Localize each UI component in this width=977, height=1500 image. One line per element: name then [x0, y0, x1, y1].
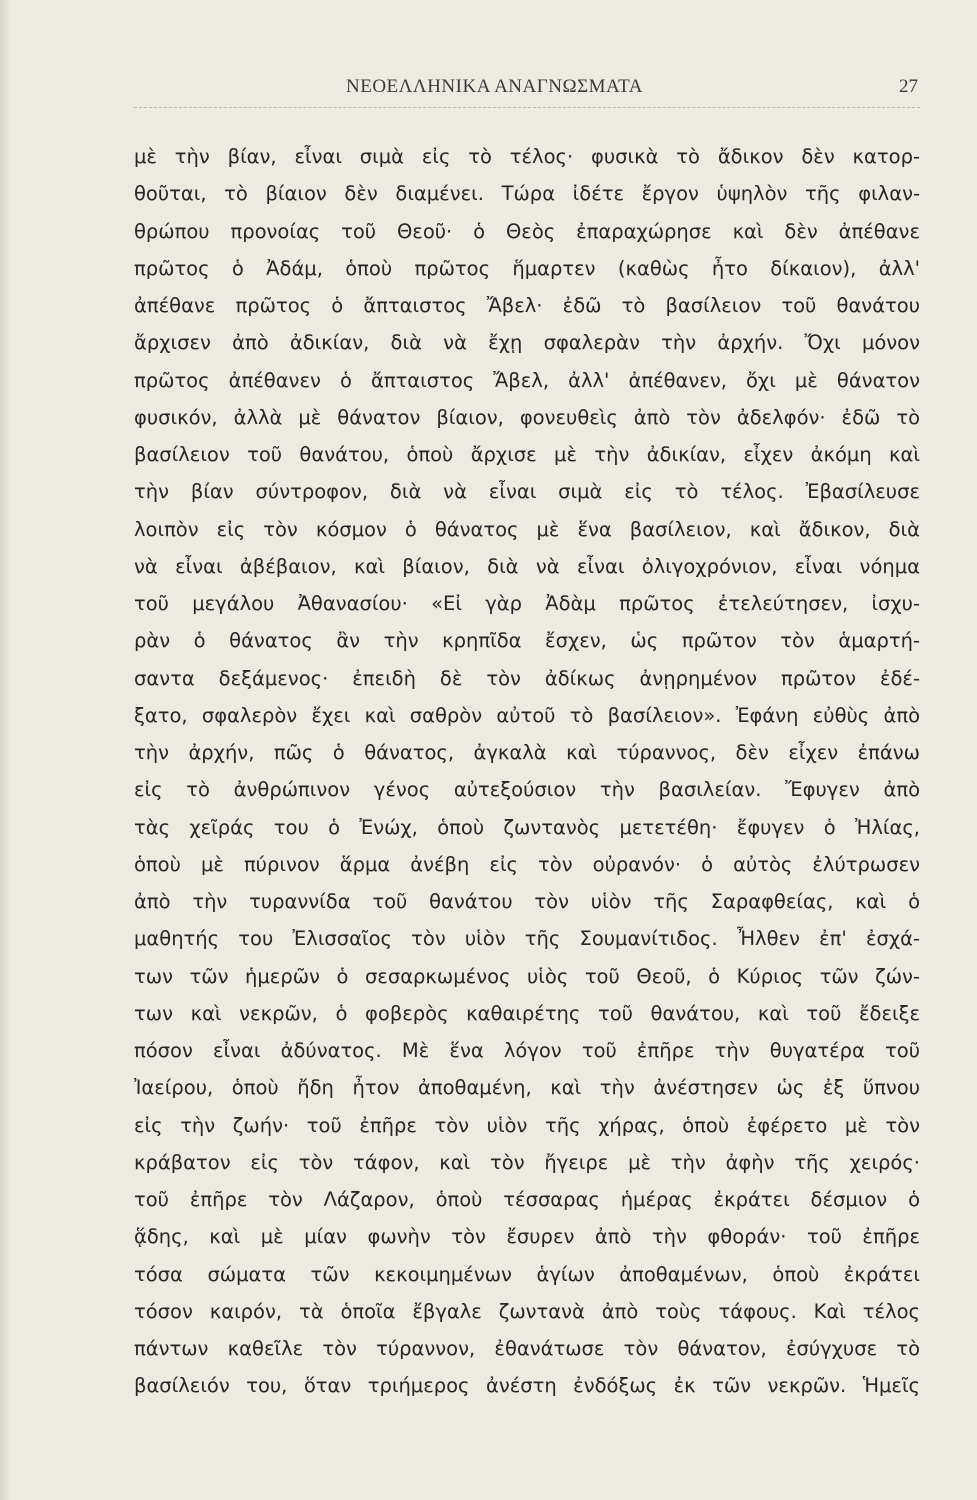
text-line: ᾅδης, καὶ μὲ μίαν φωνὴν τὸν ἔσυρεν ἀπὸ τὴν φθοράν· τοῦ ἐπῆρε — [134, 1225, 920, 1249]
page-edge-shadow — [0, 0, 10, 1500]
text-line: τοῦ μεγάλου Ἀθανασίου· «Εἰ γὰρ Ἀδὰμ πρῶτος ἐτελεύτησεν, ἰσχυ- — [134, 592, 920, 615]
text-line: τὰς χεῖράς του ὁ Ἐνώχ, ὁποὺ ζωντανὸς μετετέθη· ἔφυγεν ὁ Ἠλίας, — [134, 815, 920, 839]
running-title: ΝΕΟΕΛΛΗΝΙΚΑ ΑΝΑΓΝΩΣΜΑΤΑ — [346, 76, 643, 97]
header-divider — [134, 107, 920, 108]
text-line: τὴν ἀρχήν, πῶς ὁ θάνατος, ἀγκαλὰ καὶ τύραννος, δὲν εἶχεν ἐπάνω — [134, 741, 920, 764]
text-line: πρῶτος ὁ Ἀδάμ, ὁποὺ πρῶτος ἥμαρτεν (καθὼς ἦτο δίκαιον), ἀλλ' — [134, 256, 920, 280]
text-line: τόσον καιρόν, τὰ ὁποῖα ἔβγαλε ζωντανὰ ἀπὸ τοὺς τάφους. Καὶ τέλος — [134, 1299, 920, 1323]
text-line: πόσον εἶναι ἀδύνατος. Μὲ ἕνα λόγον τοῦ ἐπῆρε τὴν θυγατέρα τοῦ — [134, 1039, 920, 1062]
page-header — [134, 74, 920, 104]
text-line: εἰς τὸ ἀνθρώπινον γένος αὐτεξούσιον τὴν βασιλείαν. Ἔφυγεν ἀπὸ — [134, 778, 920, 802]
text-line: νὰ εἶναι ἀβέβαιον, καὶ βίαιον, διὰ νὰ εἶναι ὀλιγοχρόνιον, εἶναι νόημα — [134, 554, 920, 578]
text-line: ἀπὸ τὴν τυραννίδα τοῦ θανάτου τὸν υἱὸν τῆς Σαραφθείας, καὶ ὁ — [134, 890, 920, 913]
text-line: Ἰαείρου, ὁποὺ ἤδη ἦτον ἀποθαμένη, καὶ τὴν ἀνέστησεν ὡς ἐξ ὕπνου — [134, 1076, 920, 1100]
text-line: κράβατον εἰς τὸν τάφον, καὶ τὸν ἤγειρε μὲ τὴν ἀφὴν τῆς χειρός· — [134, 1150, 920, 1174]
text-line: τόσα σώματα τῶν κεκοιμημένων ἁγίων ἀποθαμένων, ὁποὺ ἐκράτει — [134, 1262, 920, 1286]
text-line: τοῦ ἐπῆρε τὸν Λάζαρον, ὁποὺ τέσσαρας ἡμέρας ἐκράτει δέσμιον ὁ — [134, 1188, 920, 1211]
text-line: των τῶν ἡμερῶν ὁ σεσαρκωμένος υἱὸς τοῦ Θεοῦ, ὁ Κύριος τῶν ζών- — [134, 964, 920, 988]
text-line: βασίλειον τοῦ θανάτου, ὁποὺ ἄρχισε μὲ τὴν ἀδικίαν, εἶχεν ἀκόμη καὶ — [134, 443, 920, 466]
text-line: ἄρχισεν ἀπὸ ἀδικίαν, διὰ νὰ ἔχῃ σφαλερὰν τὴν ἀρχήν. Ὄχι μόνον — [134, 331, 920, 355]
text-line: των καὶ νεκρῶν, ὁ φοβερὸς καθαιρέτης τοῦ θανάτου, καὶ τοῦ ἔδειξε — [134, 1001, 920, 1025]
text-line: βασίλειόν του, ὅταν τριήμερος ἀνέστη ἐνδόξως ἐκ τῶν νεκρῶν. Ἡμεῖς — [134, 1374, 920, 1398]
text-line: φυσικόν, ἀλλὰ μὲ θάνατον βίαιον, φονευθεὶς ἀπὸ τὸν ἀδελφόν· ἐδῶ τὸ — [134, 405, 920, 429]
text-line: μαθητής του Ἐλισσαῖος τὸν υἱὸν τῆς Σουμανίτιδος. Ἦλθεν ἐπ' ἐσχά- — [134, 927, 920, 951]
text-line: θρώπου προνοίας τοῦ Θεοῦ· ὁ Θεὸς ἐπαραχώρησε καὶ δὲν ἀπέθανε — [134, 219, 920, 243]
body-paragraph — [134, 138, 920, 1405]
text-line: λοιπὸν εἰς τὸν κόσμον ὁ θάνατος μὲ ἕνα βασίλειον, καὶ ἄδικον, διὰ — [134, 517, 920, 541]
text-line: ἀπέθανε πρῶτος ὁ ἄπταιστος Ἄβελ· ἐδῶ τὸ βασίλειον τοῦ θανάτου — [134, 294, 920, 317]
text-line: ξατο, σφαλερὸν ἔχει καὶ σαθρὸν αὐτοῦ τὸ βασίλειον». Ἐφάνη εὐθὺς ἀπὸ — [134, 703, 920, 727]
text-line: μὲ τὴν βίαν, εἶναι σιμὰ εἰς τὸ τέλος· φυσικὰ τὸ ἄδικον δὲν κατορ- — [134, 145, 920, 168]
page-number: 27 — [899, 76, 918, 97]
text-line: ρὰν ὁ θάνατος ἂν τὴν κρηπῖδα ἔσχεν, ὡς πρῶτον τὸν ἁμαρτή- — [134, 629, 920, 653]
text-line: εἰς τὴν ζωήν· τοῦ ἐπῆρε τὸν υἱὸν τῆς χήρας, ὁποὺ ἐφέρετο μὲ τὸν — [134, 1113, 920, 1137]
text-line: τὴν βίαν σύντροφον, διὰ νὰ εἶναι σιμὰ εἰς τὸ τέλος. Ἐβασίλευσε — [134, 480, 920, 504]
text-line: θοῦται, τὸ βίαιον δὲν διαμένει. Τώρα ἰδέτε ἔργον ὑψηλὸν τῆς φιλαν- — [134, 182, 920, 206]
text-line: σαντα δεξάμενος· ἐπειδὴ δὲ τὸν ἀδίκως ἀνῃρημένον πρῶτον ἐδέ- — [134, 666, 920, 690]
text-line: πάντων καθεῖλε τὸν τύραννον, ἐθανάτωσε τὸν θάνατον, ἐσύγχυσε τὸ — [134, 1337, 920, 1360]
text-line: πρῶτος ἀπέθανεν ὁ ἄπταιστος Ἄβελ, ἀλλ' ἀπέθανεν, ὄχι μὲ θάνατον — [134, 368, 920, 392]
text-line: ὁποὺ μὲ πύρινον ἅρμα ἀνέβη εἰς τὸν οὐρανόν· ὁ αὐτὸς ἐλύτρωσεν — [134, 852, 920, 876]
